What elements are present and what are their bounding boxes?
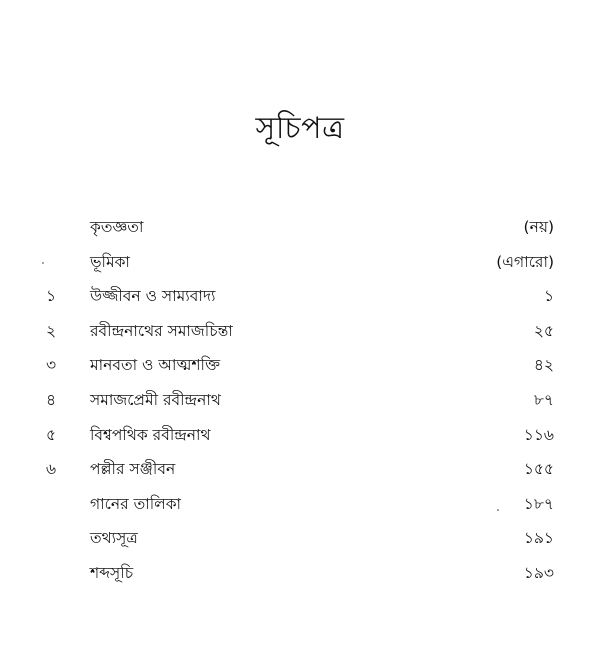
chapter-number: ৫	[46, 425, 57, 444]
page-number: ১৮৭	[523, 494, 554, 513]
page-number: ১৯১	[523, 529, 554, 548]
toc-entry	[0, 348, 600, 383]
chapter-number: ১	[46, 287, 57, 306]
page-number: (নয়)	[523, 218, 554, 236]
toc-entry	[0, 487, 600, 522]
toc-entry	[0, 521, 600, 556]
chapter-number: ৬	[46, 460, 57, 479]
toc-entry	[0, 314, 600, 349]
page-number: ১৯৩	[523, 563, 554, 582]
page-number: ১১৬	[523, 425, 554, 444]
entry-title: কৃতজ্ঞতা	[90, 218, 144, 236]
toc-entry	[0, 556, 600, 591]
toc-entry	[0, 418, 600, 453]
entry-title: মানবতা ও আত্মশক্তি	[90, 356, 221, 375]
entry-title: তথ্যসূত্র	[90, 529, 138, 548]
chapter-number: ২	[46, 321, 57, 340]
entry-title: শব্দসূচি	[90, 563, 134, 582]
toc-entry	[0, 452, 600, 487]
entry-title: পল্লীর সঞ্জীবন	[90, 460, 176, 479]
page-number: ১	[543, 287, 554, 306]
entry-title: ভূমিকা	[90, 252, 130, 271]
entry-title: উজ্জীবন ও সাম্যবাদ্য	[90, 287, 216, 306]
page-number: ১৫৫	[523, 460, 554, 479]
entry-title: বিশ্বপথিক রবীন্দ্রনাথ	[90, 425, 211, 444]
entry-title: রবীন্দ্রনাথের সমাজচিন্তা	[90, 321, 233, 340]
chapter-number: ৪	[46, 390, 57, 409]
toc-entry	[0, 210, 600, 245]
entry-title: সমাজপ্রেমী রবীন্দ্রনাথ	[90, 390, 221, 409]
toc-entry	[0, 279, 600, 314]
page-number: ২৫	[533, 321, 554, 340]
entry-title: গানের তালিকা	[90, 494, 182, 513]
page-title: সূচিপত্র	[255, 111, 345, 146]
scan-speck	[42, 262, 44, 264]
page-number: ৪২	[533, 356, 554, 375]
toc-entry	[0, 245, 600, 280]
chapter-number: ৩	[46, 356, 57, 375]
page-number: (এগারো)	[496, 252, 554, 271]
page-number: ৮৭	[533, 390, 554, 409]
scan-speck	[497, 509, 499, 511]
toc-entry	[0, 383, 600, 418]
toc-list	[0, 210, 600, 591]
